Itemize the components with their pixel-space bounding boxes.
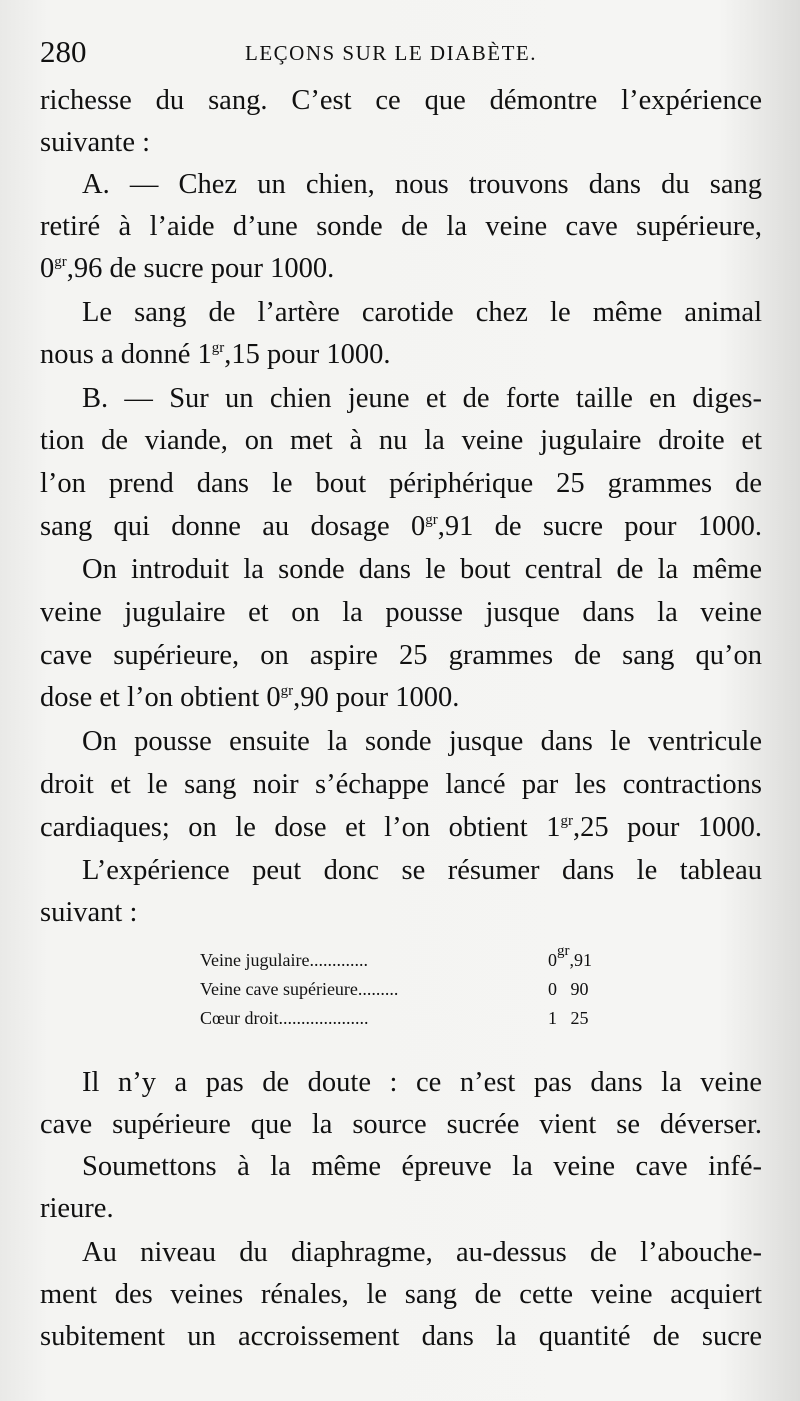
- text-line: $0^{gr},96$ de sucre pour 1000.: [40, 253, 335, 284]
- row-label: Cœur droit....................: [200, 1008, 369, 1028]
- table-row: [200, 1004, 620, 1033]
- text-line: l’on prend dans le bout périphérique 25 grammes de: [40, 468, 762, 499]
- page-number: 280: [40, 34, 87, 69]
- text-line: cave supérieure que la source sucrée vient se déverser.: [40, 1109, 762, 1140]
- text-line: Au niveau du diaphragme, au-dessus de l’abouche-: [82, 1237, 762, 1268]
- text-line: nous a donné $1^{gr},15$ pour 1000.: [40, 339, 391, 370]
- running-title: LEÇONS SUR LE DIABÈTE.: [245, 41, 537, 65]
- text-line: L’expérience peut donc se résumer dans le tableau: [82, 855, 762, 886]
- row-value: $0^{gr},91$: [548, 943, 592, 970]
- text-line: B. — Sur un chien jeune et de forte taille en diges-: [82, 383, 762, 414]
- text-line: richesse du sang. C’est ce que démontre l’expérience: [40, 85, 762, 116]
- text-line: Il n’y a pas de doute : ce n’est pas dans la veine: [82, 1067, 762, 1098]
- text-line: suivant :: [40, 897, 138, 928]
- text-line: Soumettons à la même épreuve la veine cave infé-: [82, 1151, 762, 1182]
- text-line: A. — Chez un chien, nous trouvons dans du sang: [82, 169, 762, 200]
- text-line: tion de viande, on met à nu la veine jugulaire droite et: [40, 425, 762, 456]
- table-row: [200, 943, 620, 975]
- text-line: rieure.: [40, 1193, 114, 1224]
- text-line: cave supérieure, on aspire 25 grammes de sang qu’on: [40, 640, 762, 671]
- row-value: 0 90: [548, 979, 589, 999]
- page-header: [40, 34, 760, 74]
- row-label: Veine jugulaire.............: [200, 950, 368, 970]
- text-line: suivante :: [40, 127, 151, 158]
- text-line: dose et l’on obtient $0^{gr},90$ pour 1000.: [40, 682, 460, 713]
- results-table: [200, 943, 620, 1033]
- text-line: On introduit la sonde dans le bout central de la même: [82, 554, 762, 585]
- text-line: retiré à l’aide d’une sonde de la veine cave supérieure,: [40, 211, 762, 242]
- text-line: On pousse ensuite la sonde jusque dans le ventricule: [82, 726, 762, 757]
- row-value: 1 25: [548, 1008, 589, 1028]
- text-line: sang qui donne au dosage $0^{gr},91$ de sucre pour 1000.: [40, 511, 762, 542]
- text-line: Le sang de l’artère carotide chez le même animal: [82, 297, 762, 328]
- table-row: [200, 975, 620, 1004]
- row-label: Veine cave supérieure.........: [200, 979, 399, 999]
- text-line: ment des veines rénales, le sang de cette veine acquiert: [40, 1279, 762, 1310]
- text-line: veine jugulaire et on la pousse jusque dans la veine: [40, 597, 762, 628]
- text-line: subitement un accroissement dans la quantité de sucre: [40, 1321, 762, 1352]
- text-line: droit et le sang noir s’échappe lancé par les contractions: [40, 769, 762, 800]
- text-line: cardiaques; on le dose et l’on obtient $1^{gr},25$ pour 1000.: [40, 812, 762, 843]
